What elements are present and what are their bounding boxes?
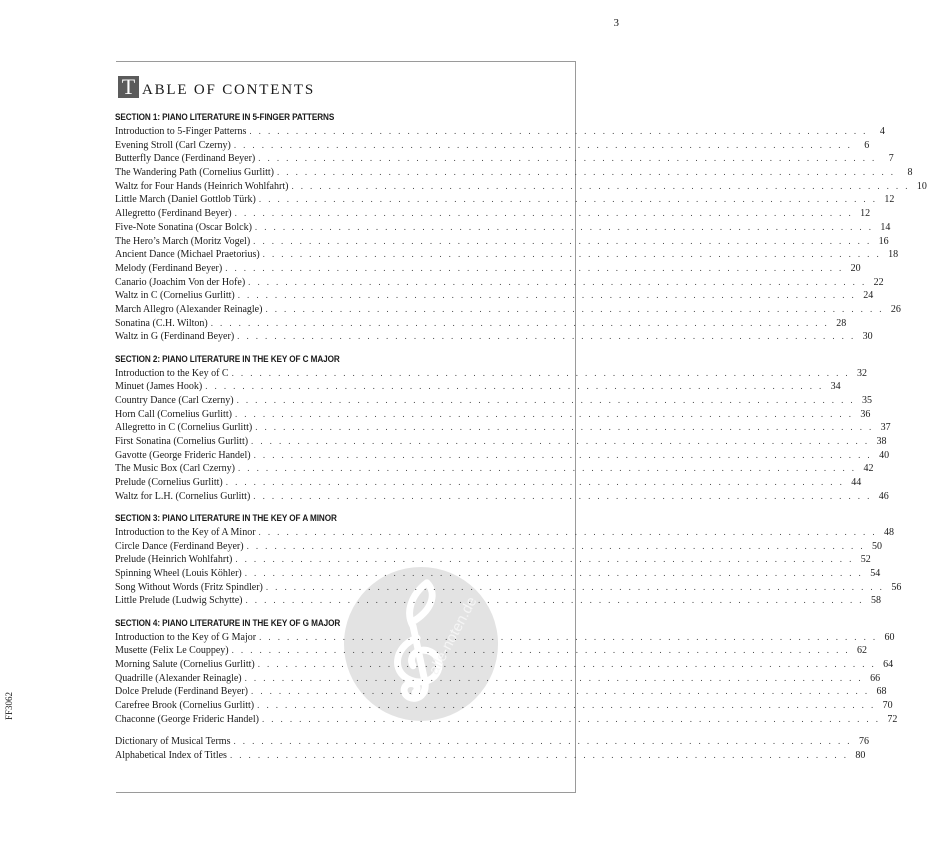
entry-title: Introduction to the Key of A Minor [115, 526, 256, 538]
entry-page-number: 16 [878, 235, 889, 247]
entry-page-number: 72 [887, 713, 898, 725]
entry-page-number: 58 [870, 595, 881, 607]
entry-page-number: 10 [916, 180, 927, 192]
toc-entry [115, 644, 868, 658]
entry-title: Country Dance (Carl Czerny) [115, 394, 234, 406]
dot-leader: . . . . . . . . . . . . . . . . . . . . . . . . . . . . . . . . . . . . . . . . . . . . . . . . . . . . . . . . . . . . . . . . . . . [258, 153, 877, 164]
dot-leader: . . . . . . . . . . . . . . . . . . . . . . . . . . . . . . . . . . . . . . . . . . . . . . . . . . . . . . . . . . . . . . . . . . . [235, 554, 854, 565]
entry-title: Quadrille (Alexander Reinagle) [115, 672, 242, 684]
entry-page-number: 38 [876, 435, 887, 447]
dot-leader: . . . . . . . . . . . . . . . . . . . . . . . . . . . . . . . . . . . . . . . . . . . . . . . . . . . . . . . . . . . . . . . . . . . [229, 749, 849, 760]
toc-entry [115, 408, 871, 422]
toc-entry [115, 567, 881, 581]
dot-leader: . . . . . . . . . . . . . . . . . . . . . . . . . . . . . . . . . . . . . . . . . . . . . . . . . . . . . . . . . . . . . . . . . . . [210, 317, 830, 328]
dot-leader: . . . . . . . . . . . . . . . . . . . . . . . . . . . . . . . . . . . . . . . . . . . . . . . . . . . . . . . . . . . . . . . . . . . [257, 699, 876, 710]
dot-leader: . . . . . . . . . . . . . . . . . . . . . . . . . . . . . . . . . . . . . . . . . . . . . . . . . . . . . . . . . . . . . . . . . . . [245, 595, 864, 606]
dot-leader: . . . . . . . . . . . . . . . . . . . . . . . . . . . . . . . . . . . . . . . . . . . . . . . . . . . . . . . . . . . . . . . . . . . [248, 276, 867, 287]
dot-leader: . . . . . . . . . . . . . . . . . . . . . . . . . . . . . . . . . . . . . . . . . . . . . . . . . . . . . . . . . . . . . . . . . . . [231, 645, 851, 656]
entry-page-number: 66 [870, 672, 881, 684]
entry-page-number: 4 [879, 126, 885, 137]
entry-title: March Allegro (Alexander Reinagle) [115, 303, 263, 315]
dot-leader: . . . . . . . . . . . . . . . . . . . . . . . . . . . . . . . . . . . . . . . . . . . . . . . . . . . . . . . . . . . . . . . . . . . [244, 567, 864, 578]
toc-entry [115, 367, 868, 381]
toc-section [115, 353, 891, 504]
entry-page-number: 46 [878, 490, 889, 502]
title-text: ABLE OF CONTENTS [142, 82, 315, 98]
entry-title: Introduction to the Key of C [115, 367, 229, 379]
entry-page-number: 7 [888, 153, 894, 165]
entry-title: Five-Note Sonatina (Oscar Bolck) [115, 221, 252, 233]
dot-leader: . . . . . . . . . . . . . . . . . . . . . . . . . . . . . . . . . . . . . . . . . . . . . . . . . . . . . . . . . . . . . . . . . . . [233, 139, 853, 150]
toc-entry [115, 166, 913, 180]
toc-entry [115, 125, 885, 139]
entry-page-number: 80 [855, 749, 866, 761]
entry-page-number: 24 [863, 290, 874, 302]
entry-title: Waltz for L.H. (Cornelius Gurlitt) [115, 490, 251, 502]
watermark-text: alle-noten.de [426, 594, 481, 678]
dot-leader: . . . . . . . . . . . . . . . . . . . . . . . . . . . . . . . . . . . . . . . . . . . . . . . . . . . . . . . . . . . . . . . . . . . [225, 262, 844, 273]
entry-page-number: 20 [850, 262, 861, 274]
section-heading: SECTION 2: PIANO LITERATURE IN THE KEY OF C MAJOR [115, 353, 340, 365]
dot-leader: . . . . . . . . . . . . . . . . . . . . . . . . . . . . . . . . . . . . . . . . . . . . . . . . . . . . . . . . . . . . . . . . . . . [233, 735, 852, 746]
toc-entry [115, 462, 874, 476]
bottom-rule [116, 792, 576, 793]
toc-entry [115, 303, 901, 317]
entry-title: Ancient Dance (Michael Praetorius) [115, 249, 260, 261]
dot-leader: . . . . . . . . . . . . . . . . . . . . . . . . . . . . . . . . . . . . . . . . . . . . . . . . . . . . . . . . . . . . . . . . . . . [237, 290, 857, 301]
section-heading: SECTION 4: PIANO LITERATURE IN THE KEY OF G MAJOR [115, 617, 341, 629]
toc-entry [115, 289, 874, 303]
entry-title: Waltz in C (Cornelius Gurlitt) [115, 290, 235, 302]
entry-page-number: 42 [863, 463, 874, 475]
entry-title: The Music Box (Carl Czerny) [115, 463, 235, 475]
toc-entry [115, 152, 894, 166]
toc-section [115, 512, 902, 608]
toc-entry [115, 435, 887, 449]
toc-entry [115, 476, 862, 490]
dot-leader: . . . . . . . . . . . . . . . . . . . . . . . . . . . . . . . . . . . . . . . . . . . . . . . . . . . . . . . . . . . . . . . . . . . [257, 658, 877, 669]
entry-title: Butterfly Dance (Ferdinand Beyer) [115, 153, 256, 165]
entry-page-number: 14 [880, 221, 891, 233]
toc-extras [115, 735, 869, 762]
entry-title: Circle Dance (Ferdinand Beyer) [115, 540, 244, 552]
dot-leader: . . . . . . . . . . . . . . . . . . . . . . . . . . . . . . . . . . . . . . . . . . . . . . . . . . . . . . . . . . . . . . . . . . . [225, 477, 845, 487]
entry-page-number: 37 [880, 422, 891, 434]
entry-page-number: 70 [882, 699, 893, 711]
entry-page-number: 64 [883, 658, 894, 670]
dot-leader: . . . . . . . . . . . . . . . . . . . . . . . . . . . . . . . . . . . . . . . . . . . . . . . . . . . . . . . . . . . . . . . . . . . [237, 331, 856, 342]
entry-page-number: 26 [890, 303, 901, 315]
toc-entry [115, 317, 847, 331]
entry-title: Musette (Felix Le Couppey) [115, 645, 229, 657]
entry-title: Allegretto in C (Cornelius Gurlitt) [115, 422, 253, 434]
entry-page-number: 6 [864, 139, 870, 151]
toc-entry [115, 631, 895, 645]
toc-entry [115, 262, 861, 276]
entry-page-number: 18 [888, 249, 899, 261]
entry-page-number: 35 [862, 394, 873, 406]
entry-title: Song Without Words (Fritz Spindler) [115, 581, 263, 593]
toc-entry [115, 421, 891, 435]
dot-leader: . . . . . . . . . . . . . . . . . . . . . . . . . . . . . . . . . . . . . . . . . . . . . . . . . . . . . . . . . . . . . . . . . . . [251, 435, 870, 446]
dot-leader: . . . . . . . . . . . . . . . . . . . . . . . . . . . . . . . . . . . . . . . . . . . . . . . . . . . . . . . . . . . . . . . . . . . [261, 713, 881, 724]
toc-entry [115, 394, 873, 408]
toc-entry [115, 490, 889, 504]
top-rule [116, 61, 576, 62]
entry-title: The Hero’s March (Moritz Vogel) [115, 235, 251, 247]
dot-leader: . . . . . . . . . . . . . . . . . . . . . . . . . . . . . . . . . . . . . . . . . . . . . . . . . . . . . . . . . . . . . . . . . . . [231, 367, 851, 378]
dot-leader: . . . . . . . . . . . . . . . . . . . . . . . . . . . . . . . . . . . . . . . . . . . . . . . . . . . . . . . . . . . . . . . . . . . [236, 394, 856, 405]
entry-title: Canario (Joachim Von der Hofe) [115, 276, 246, 288]
entry-title: Allegretto (Ferdinand Beyer) [115, 208, 232, 220]
toc-content [115, 111, 927, 762]
dot-leader: . . . . . . . . . . . . . . . . . . . . . . . . . . . . . . . . . . . . . . . . . . . . . . . . . . . . . . . . . . . . . . . . . . . [258, 194, 878, 205]
dot-leader: . . . . . . . . . . . . . . . . . . . . . . . . . . . . . . . . . . . . . . . . . . . . . . . . . . . . . . . . . . . . . . . . . . . [251, 686, 870, 697]
entry-title: First Sonatina (Cornelius Gurlitt) [115, 435, 249, 447]
entry-title: Gavotte (George Frideric Handel) [115, 449, 251, 461]
entry-title: Chaconne (George Frideric Handel) [115, 713, 259, 725]
dot-leader: . . . . . . . . . . . . . . . . . . . . . . . . . . . . . . . . . . . . . . . . . . . . . . . . . . . . . . . . . . . . . . . . . . . [249, 126, 868, 136]
toc-title [118, 76, 315, 98]
toc-entry [115, 749, 866, 763]
dot-leader: . . . . . . . . . . . . . . . . . . . . . . . . . . . . . . . . . . . . . . . . . . . . . . . . . . . . . . . . . . . . . . . . . . . [255, 422, 874, 433]
toc-entry [115, 276, 884, 290]
entry-title: Introduction to 5-Finger Patterns [115, 126, 247, 137]
entry-title: Prelude (Cornelius Gurlitt) [115, 477, 223, 488]
dot-leader: . . . . . . . . . . . . . . . . . . . . . . . . . . . . . . . . . . . . . . . . . . . . . . . . . . . . . . . . . . . . . . . . . . . [276, 167, 896, 178]
entry-title: Introduction to the Key of G Major [115, 631, 257, 643]
toc-entry [115, 581, 902, 595]
entry-page-number: 32 [857, 367, 868, 379]
dot-leader: . . . . . . . . . . . . . . . . . . . . . . . . . . . . . . . . . . . . . . . . . . . . . . . . . . . . . . . . . . . . . . . . . . . [205, 381, 824, 392]
toc-entry [115, 672, 881, 686]
entry-title: Waltz in G (Ferdinand Beyer) [115, 331, 235, 343]
entry-title: Sonatina (C.H. Wilton) [115, 317, 208, 329]
dot-leader: . . . . . . . . . . . . . . . . . . . . . . . . . . . . . . . . . . . . . . . . . . . . . . . . . . . . . . . . . . . . . . . . . . . [246, 540, 866, 551]
entry-page-number: 50 [872, 540, 883, 552]
entry-title: Alphabetical Index of Titles [115, 749, 227, 761]
dot-leader: . . . . . . . . . . . . . . . . . . . . . . . . . . . . . . . . . . . . . . . . . . . . . . . . . . . . . . . . . . . . . . . . . . . [258, 526, 877, 537]
toc-entry [115, 180, 927, 194]
toc-entry [115, 221, 891, 235]
toc-entry [115, 658, 894, 672]
entry-title: Minuet (James Hook) [115, 381, 203, 393]
dot-leader: . . . . . . . . . . . . . . . . . . . . . . . . . . . . . . . . . . . . . . . . . . . . . . . . . . . . . . . . . . . . . . . . . . . [254, 221, 874, 232]
toc-entry [115, 207, 871, 221]
entry-page-number: 22 [873, 276, 884, 288]
entry-title: Carefree Brook (Cornelius Gurlitt) [115, 699, 255, 711]
entry-title: Evening Stroll (Carl Czerny) [115, 139, 231, 151]
toc-entry [115, 380, 841, 394]
entry-title: Waltz for Four Hands (Heinrich Wohlfahrt) [115, 180, 289, 192]
dot-leader: . . . . . . . . . . . . . . . . . . . . . . . . . . . . . . . . . . . . . . . . . . . . . . . . . . . . . . . . . . . . . . . . . . . [262, 249, 882, 260]
entry-page-number: 76 [858, 735, 869, 747]
entry-page-number: 12 [884, 194, 895, 206]
entry-page-number: 44 [851, 477, 862, 488]
entry-page-number: 12 [860, 208, 871, 220]
entry-page-number: 54 [870, 567, 881, 579]
dot-leader: . . . . . . . . . . . . . . . . . . . . . . . . . . . . . . . . . . . . . . . . . . . . . . . . . . . . . . . . . . . . . . . . . . . [234, 208, 854, 219]
dot-leader: . . . . . . . . . . . . . . . . . . . . . . . . . . . . . . . . . . . . . . . . . . . . . . . . . . . . . . . . . . . . . . . . . . . [244, 672, 864, 683]
dot-leader: . . . . . . . . . . . . . . . . . . . . . . . . . . . . . . . . . . . . . . . . . . . . . . . . . . . . . . . . . . . . . . . . . . . [253, 449, 873, 460]
title-initial: T [118, 76, 139, 98]
toc-entry [115, 449, 890, 463]
dot-leader: . . . . . . . . . . . . . . . . . . . . . . . . . . . . . . . . . . . . . . . . . . . . . . . . . . . . . . . . . . . . . . . . . . . [291, 180, 910, 191]
toc-entry [115, 330, 873, 344]
entry-page-number: 36 [860, 408, 871, 420]
dot-leader: . . . . . . . . . . . . . . . . . . . . . . . . . . . . . . . . . . . . . . . . . . . . . . . . . . . . . . . . . . . . . . . . . . . [265, 581, 885, 592]
entry-page-number: 30 [862, 331, 873, 343]
dot-leader: . . . . . . . . . . . . . . . . . . . . . . . . . . . . . . . . . . . . . . . . . . . . . . . . . . . . . . . . . . . . . . . . . . . [265, 303, 884, 314]
entry-title: Dolce Prelude (Ferdinand Beyer) [115, 686, 249, 698]
toc-entry [115, 540, 883, 554]
toc-entry [115, 526, 894, 540]
dot-leader: . . . . . . . . . . . . . . . . . . . . . . . . . . . . . . . . . . . . . . . . . . . . . . . . . . . . . . . . . . . . . . . . . . . [253, 490, 872, 501]
dot-leader: . . . . . . . . . . . . . . . . . . . . . . . . . . . . . . . . . . . . . . . . . . . . . . . . . . . . . . . . . . . . . . . . . . . [237, 463, 857, 474]
toc-section [115, 111, 927, 344]
entry-title: Melody (Ferdinand Beyer) [115, 262, 223, 274]
dot-leader: . . . . . . . . . . . . . . . . . . . . . . . . . . . . . . . . . . . . . . . . . . . . . . . . . . . . . . . . . . . . . . . . . . . [234, 408, 854, 419]
entry-title: Spinning Wheel (Louis Köhler) [115, 567, 242, 579]
entry-page-number: 40 [879, 449, 890, 461]
entry-page-number: 60 [884, 631, 895, 643]
toc-entry [115, 699, 893, 713]
toc-entry [115, 248, 899, 262]
entry-title: Horn Call (Cornelius Gurlitt) [115, 408, 232, 420]
entry-page-number: 68 [876, 686, 887, 698]
toc-entry [115, 553, 871, 567]
entry-page-number: 34 [830, 381, 841, 393]
section-heading: SECTION 3: PIANO LITERATURE IN THE KEY OF A MINOR [115, 512, 337, 524]
section-heading: SECTION 1: PIANO LITERATURE IN 5-FINGER PATTERNS [115, 112, 335, 123]
toc-entry [115, 594, 881, 608]
page-number: 3 [613, 17, 619, 29]
catalog-code: FF3062 [4, 691, 14, 720]
dot-leader: . . . . . . . . . . . . . . . . . . . . . . . . . . . . . . . . . . . . . . . . . . . . . . . . . . . . . . . . . . . . . . . . . . . [259, 631, 878, 642]
toc-entry [115, 713, 898, 727]
entry-title: Little March (Daniel Gottlob Türk) [115, 194, 256, 206]
entry-title: The Wandering Path (Cornelius Gurlitt) [115, 167, 274, 179]
toc-entry [115, 193, 895, 207]
entry-page-number: 8 [907, 167, 913, 179]
entry-title: Prelude (Heinrich Wohlfahrt) [115, 554, 233, 566]
entry-page-number: 62 [857, 645, 868, 657]
toc-entry [115, 235, 889, 249]
entry-page-number: 56 [891, 581, 902, 593]
entry-title: Morning Salute (Cornelius Gurlitt) [115, 658, 255, 670]
entry-page-number: 48 [884, 526, 894, 538]
toc-entry [115, 139, 870, 153]
toc-entry [115, 735, 869, 749]
entry-page-number: 52 [860, 554, 871, 566]
entry-title: Little Prelude (Ludwig Schytte) [115, 595, 243, 607]
entry-title: Dictionary of Musical Terms [115, 735, 231, 747]
entry-page-number: 28 [836, 317, 847, 329]
dot-leader: . . . . . . . . . . . . . . . . . . . . . . . . . . . . . . . . . . . . . . . . . . . . . . . . . . . . . . . . . . . . . . . . . . . [253, 235, 872, 246]
toc-entry [115, 685, 887, 699]
